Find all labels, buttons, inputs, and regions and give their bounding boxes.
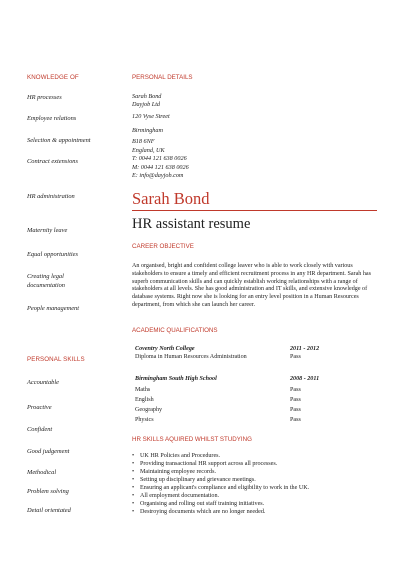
contact-email[interactable]: E: info@dayjob.com bbox=[132, 172, 184, 179]
edu-years: Pass bbox=[290, 387, 301, 393]
hr-skills-heading: HR SKILLS AQUIRED WHILST STUDYING bbox=[132, 436, 252, 443]
edu-years: 2008 - 2011 bbox=[290, 376, 320, 382]
bullet-icon: • bbox=[132, 493, 135, 499]
contact-mobile: M: 0044 121 638 0026 bbox=[132, 164, 189, 171]
knowledge-item: Contract extensions bbox=[27, 158, 78, 165]
knowledge-item: Creating legal documentation bbox=[27, 273, 65, 289]
skills-heading: PERSONAL SKILLS bbox=[27, 356, 85, 363]
resume-page: KNOWLEDGE OF HR processes Employee relations Selection & appointment Contract extensions HR administration Maternity leave Equal opportunities Creating legal documentation People management PERSONAL SKILLS Accountable Proactive Confident Good judgement Methodical Problem solving Detail orientated PERSONAL DETAILS Sarah Bond Dayjob Ltd 120 Vyse Street Birmingham B18 6NF England, UK T: 0044 121 638 0026 M: 0044 121 638 0026 E: info@dayjob.com Sarah Bond HR assistant resume CAREER OBJECTIVE An organised, bright and confident college leaver who is able to work closely with various stakeholders to ensure a timely and efficient recruitment process in any HR department. Sarah has superb communication skills and can quickly establish working relationships with a range of stakeholders at all levels. She has good administration and IT skills, and extensive knowledge of database systems. Right now she is looking for an entry level position in a Human Resources department, from which she can launch her career. ACADEMIC QUALIFICATIONS Coventry North College 2011 - 2012 Diploma in Human Resources Administration Pass Birmingham South High School 2008 - 2011 Maths Pass English Pass Geography Pass Physics Pass HR SKILLS AQUIRED WHILST STUDYING • UK HR Policies and Procedures. • Providing transactional HR support across all processes. • Maintaining employee records. • Setting up disciplinary and grievance meetings. • Ensuring an applicant's compliance and eligibility to work in the UK. • All employment documentation. • Organising and rolling out staff training initiatives. • Destroying documents which are no longer needed. bbox=[27, 74, 371, 515]
edu-years: Pass bbox=[290, 354, 301, 360]
name-divider bbox=[132, 210, 377, 211]
bullet-icon: • bbox=[132, 469, 135, 475]
contact-company: Dayjob Ltd bbox=[132, 101, 161, 108]
edu-name: Physics bbox=[135, 417, 154, 423]
edu-years: 2011 - 2012 bbox=[290, 346, 320, 352]
skill-item: Methodical bbox=[27, 469, 57, 476]
skill-item: Confident bbox=[27, 426, 53, 433]
contact-city: Birmingham bbox=[132, 127, 163, 134]
edu-name: Birmingham South High School bbox=[135, 376, 217, 382]
resume-title: HR assistant resume bbox=[132, 216, 251, 232]
bullet-icon: • bbox=[132, 509, 135, 515]
resume-name: Sarah Bond bbox=[132, 189, 210, 208]
knowledge-item: HR administration bbox=[27, 193, 75, 200]
edu-years: Pass bbox=[290, 417, 301, 423]
knowledge-item: HR processes bbox=[27, 94, 62, 101]
edu-name: Maths bbox=[135, 387, 151, 393]
skill-item: Problem solving bbox=[27, 488, 69, 495]
contact-phone: T: 0044 121 638 0026 bbox=[132, 155, 187, 162]
contact-postcode: B18 6NF bbox=[132, 138, 155, 145]
contact-street: 120 Vyse Street bbox=[132, 113, 170, 120]
skill-item: Detail orientated bbox=[27, 507, 71, 514]
edu-name: Coventry North College bbox=[135, 346, 195, 352]
career-objective-text: An organised, bright and confident college leaver who is able to work closely with various stakeholders to ensure a timely and efficient recruitment process in any HR department. Sarah has superb communication skills and can quickly establish working relationships with a range of stakeholders at all levels. She has good administration and IT skills, and extensive knowledge of database systems. Right now she is looking for an entry level position in a Human Resources department, from which she can launch her career. bbox=[132, 263, 371, 308]
career-objective-heading: CAREER OBJECTIVE bbox=[132, 243, 194, 250]
skill-item: Proactive bbox=[27, 404, 52, 411]
edu-years: Pass bbox=[290, 397, 301, 403]
skill-item: Good judgement bbox=[27, 448, 70, 455]
edu-name: Diploma in Human Resources Administration bbox=[135, 354, 247, 360]
bullet-icon: • bbox=[132, 501, 135, 507]
bullet-icon: • bbox=[132, 461, 135, 467]
bullet-icon: • bbox=[132, 453, 135, 459]
knowledge-item: Selection & appointment bbox=[27, 137, 91, 144]
contact-country: England, UK bbox=[132, 147, 165, 154]
edu-name: Geography bbox=[135, 407, 163, 413]
knowledge-item: Maternity leave bbox=[27, 227, 68, 234]
personal-details-heading: PERSONAL DETAILS bbox=[132, 74, 193, 81]
bullet-icon: • bbox=[132, 485, 135, 491]
contact-name: Sarah Bond bbox=[132, 93, 162, 100]
knowledge-item: Equal opportunities bbox=[27, 251, 78, 258]
knowledge-item: People management bbox=[27, 305, 79, 312]
academic-heading: ACADEMIC QUALIFICATIONS bbox=[132, 327, 218, 334]
knowledge-item: Employee relations bbox=[27, 115, 77, 122]
skill-item: Accountable bbox=[27, 379, 59, 386]
bullet-icon: • bbox=[132, 477, 135, 483]
edu-years: Pass bbox=[290, 407, 301, 413]
edu-name: English bbox=[135, 397, 154, 403]
knowledge-heading: KNOWLEDGE OF bbox=[27, 74, 79, 81]
